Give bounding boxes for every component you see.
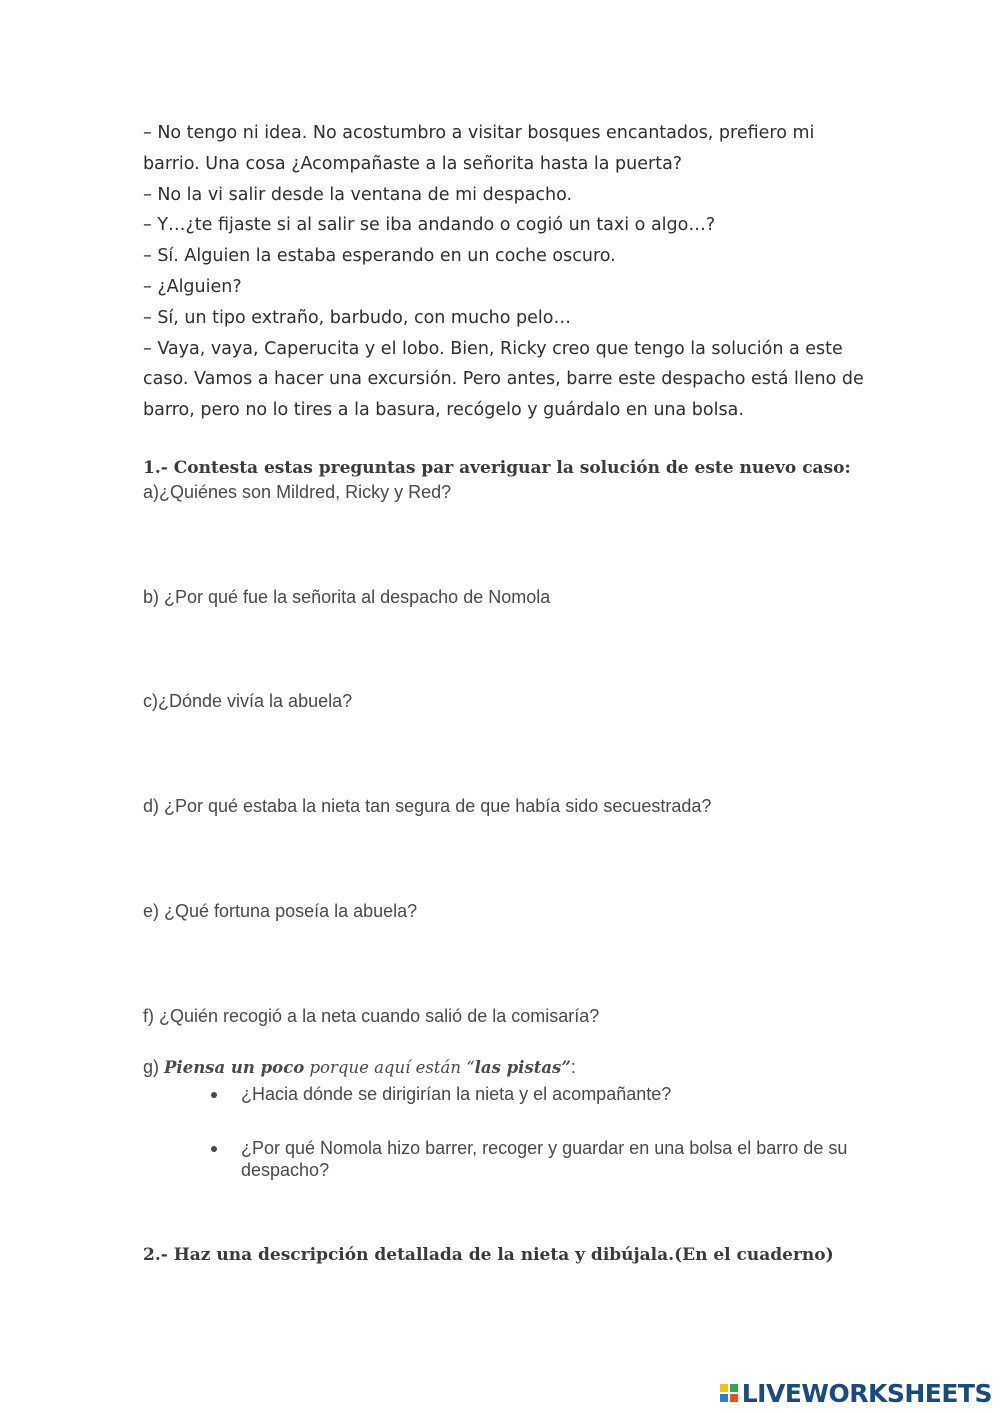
exercise-1-title: 1.- Contesta estas preguntas par averiguar la solución de este nuevo caso: [143,458,851,478]
question-g-suffix: : [570,1057,576,1077]
bullet-icon [211,1092,217,1098]
question-e: e) ¿Qué fortuna poseía la abuela? [143,901,418,921]
dialogue-line: – ¿Alguien? [143,276,242,297]
question-g-italic: porque aquí están “ [304,1058,475,1077]
question-a: a)¿Quiénes son Mildred, Ricky y Red? [143,482,452,502]
list-item [205,1137,865,1181]
list-item-text: ¿Hacia dónde se dirigirían la nieta y el acompañante? [241,1084,672,1104]
liveworksheets-logo-icon [720,1384,738,1402]
question-g-bold-italic: Piensa un poco [164,1058,305,1077]
question-d: d) ¿Por qué estaba la nieta tan segura de que había sido secuestrada? [143,796,712,816]
dialogue-line: – No la vi salir desde la ventana de mi despacho. [143,184,573,205]
question-g-prefix: g) [143,1057,165,1077]
bullet-icon [211,1146,217,1152]
question-g-list [205,1083,865,1181]
exercise-2-title: 2.- Haz una descripción detallada de la nieta y dibújala.(En el cuaderno) [143,1245,834,1265]
list-item-text: ¿Por qué Nomola hizo barrer, recoger y guardar en una bolsa el barro de su despacho? [241,1138,848,1180]
list-item [205,1083,865,1105]
dialogue-line: – Vaya, vaya, Caperucita y el lobo. Bien, Ricky creo que tengo la solución a este caso. Vamos a hacer una excursión. Pero antes, barre este despacho está lleno de barro, pero no lo tires a la basura, recógelo y guárdalo en una bolsa. [143,338,864,421]
dialogue-line: – Sí. Alguien la estaba esperando en un coche oscuro. [143,246,616,267]
question-b: b) ¿Por qué fue la señorita al despacho de Nomola [143,587,551,607]
logo-text: LIVEWORKSHEETS [741,1378,992,1408]
liveworksheets-logo [720,1376,992,1410]
dialogue-line: – No tengo ni idea. No acostumbro a visitar bosques encantados, prefiero mi barrio. Una cosa ¿Acompañaste a la señorita hasta la puerta? [143,123,815,174]
dialogue-line: – Sí, un tipo extraño, barbudo, con mucho pelo… [143,307,571,328]
question-g-clues: las pistas” [474,1058,571,1077]
story-dialogue [143,118,873,426]
question-c: c)¿Dónde vivía la abuela? [143,691,353,711]
question-f: f) ¿Quién recogió a la neta cuando salió de la comisaría? [143,1006,600,1026]
dialogue-line: – Y…¿te fijaste si al salir se iba andando o cogió un taxi o algo…? [143,215,716,236]
question-g [143,1057,576,1078]
